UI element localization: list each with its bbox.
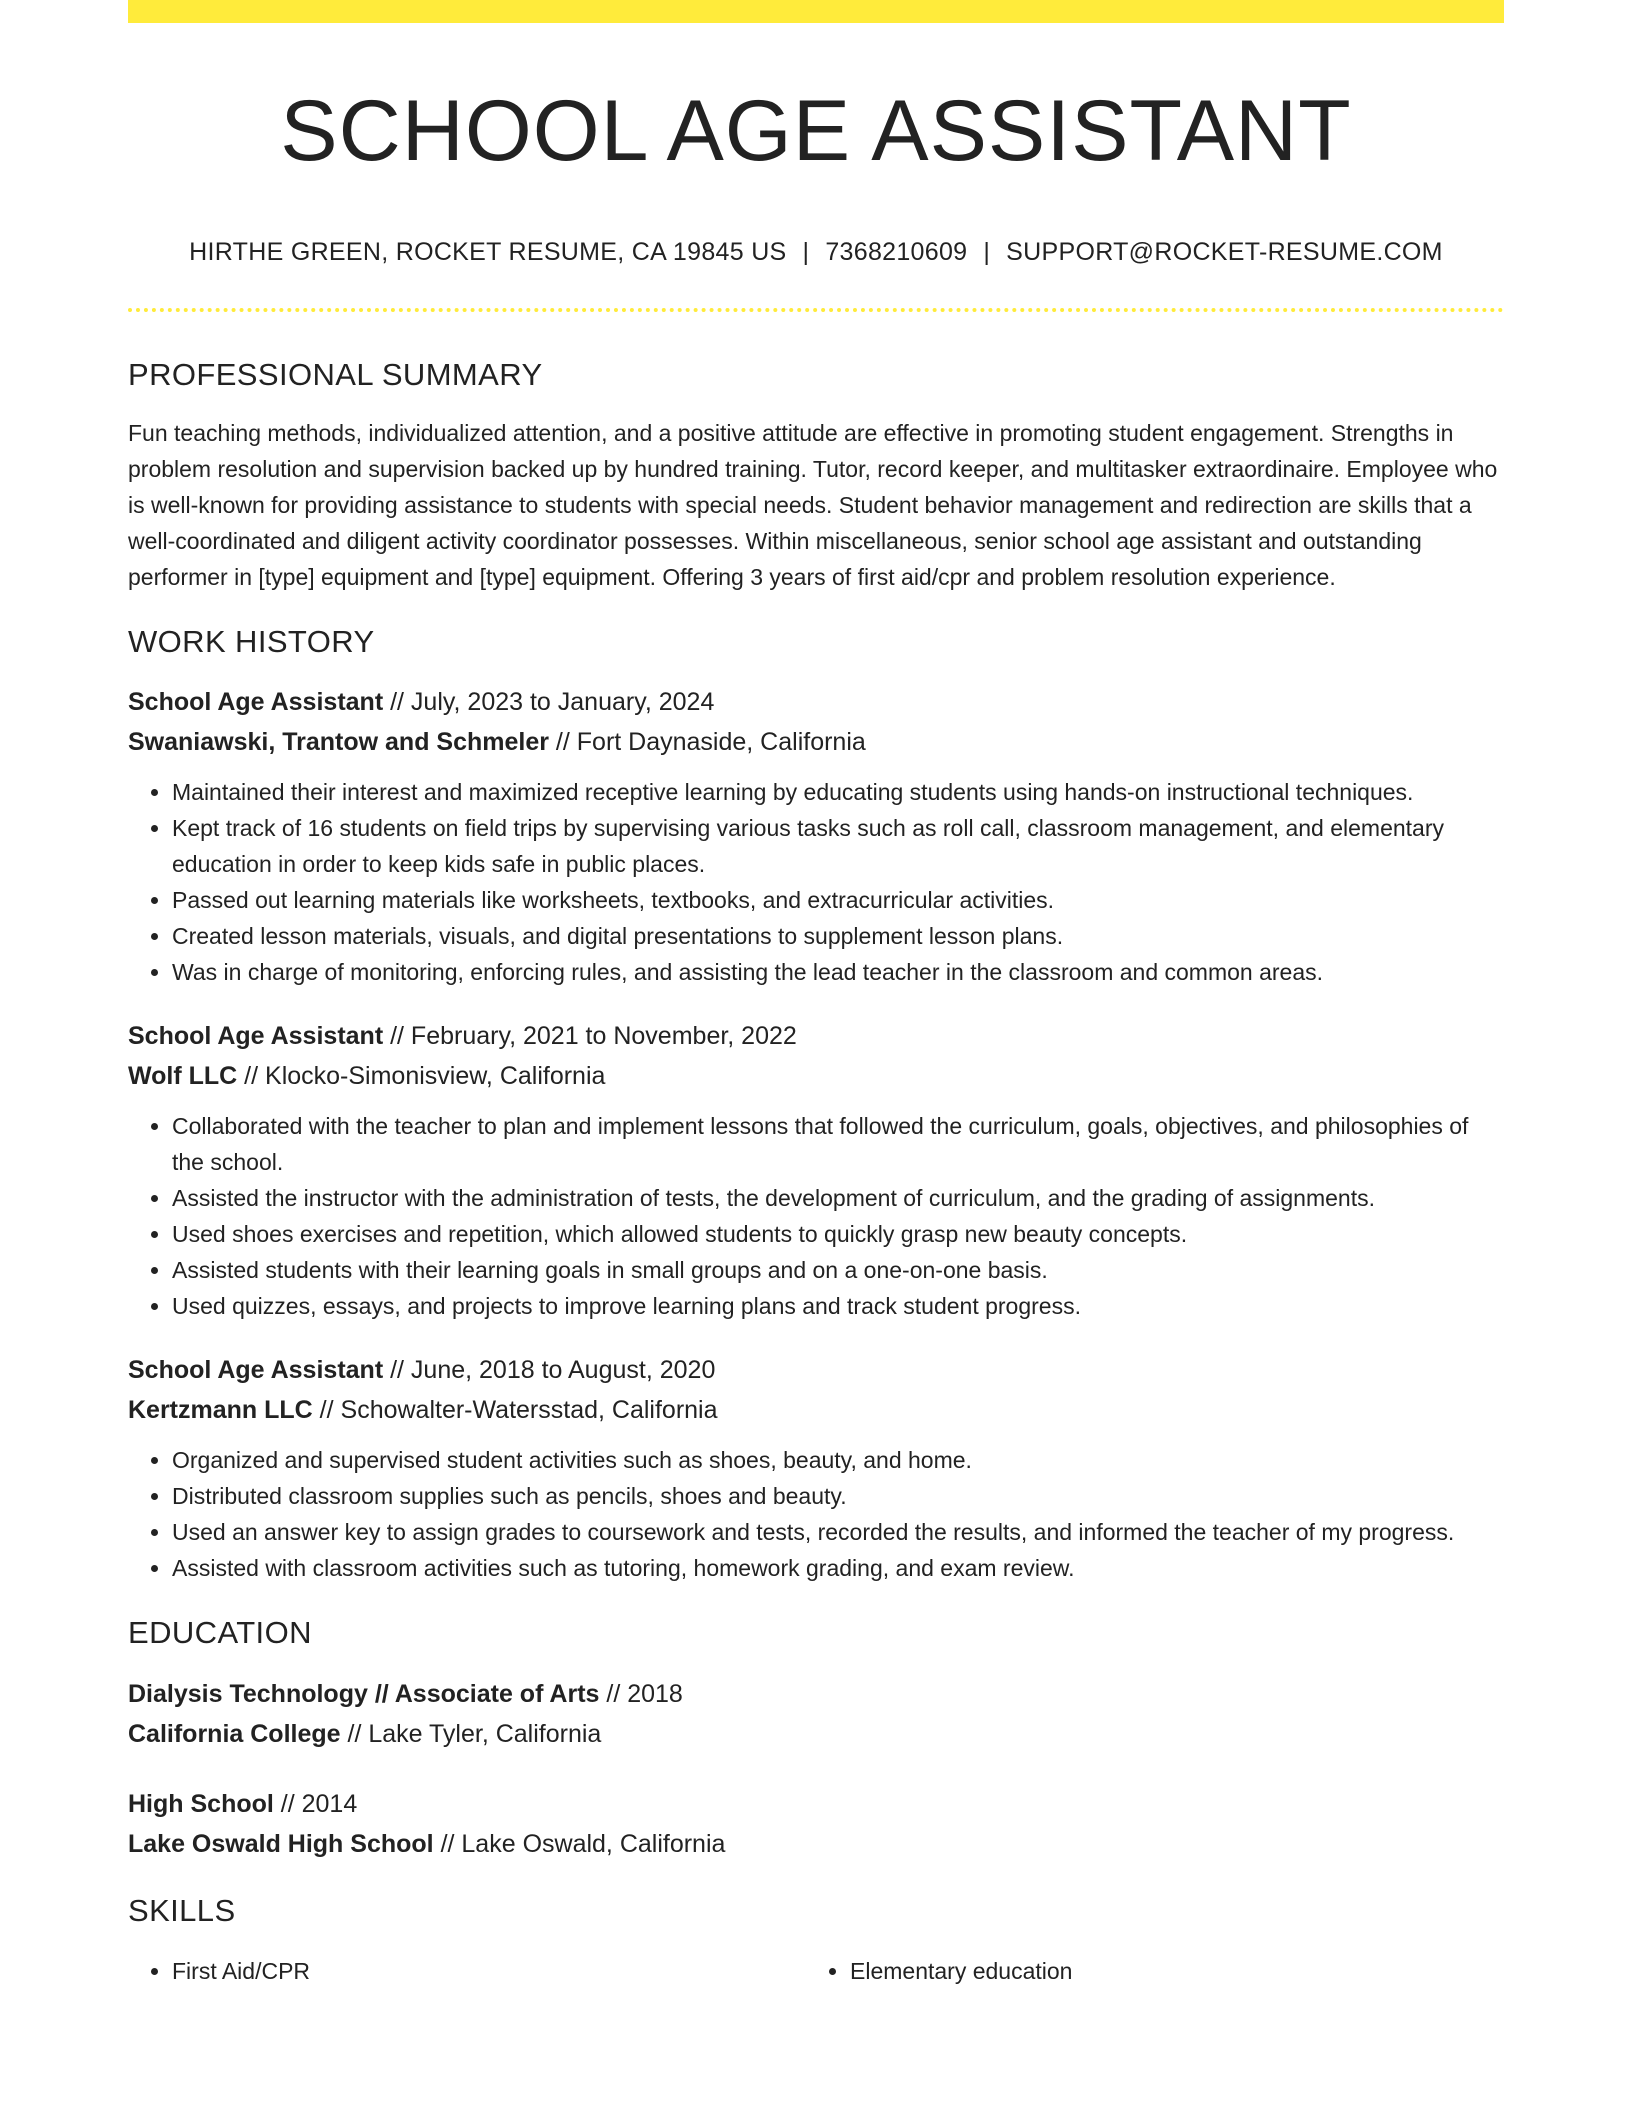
education-school-line xyxy=(128,1714,1504,1754)
job-company: Kertzmann LLC xyxy=(128,1396,313,1425)
job-bullet: • Passed out learning materials like worksheets, textbooks, and extracurricular activities. xyxy=(172,882,1504,918)
job-location: // Klocko-Simonisview, California xyxy=(237,1062,606,1091)
job-bullet: • Organized and supervised student activities such as shoes, beauty, and home. xyxy=(172,1442,1504,1478)
accent-top-bar xyxy=(128,0,1504,23)
job-entry xyxy=(128,1350,1504,1586)
job-bullet: • Assisted with classroom activities such as tutoring, homework grading, and exam review. xyxy=(172,1550,1504,1586)
education-heading: EDUCATION xyxy=(128,1615,312,1651)
job-bullet: • Used an answer key to assign grades to coursework and tests, recorded the results, and informed the teacher of my progress. xyxy=(172,1514,1504,1550)
job-bullet: • Collaborated with the teacher to plan and implement lessons that followed the curriculum, goals, objectives, and philosophies of the school. xyxy=(172,1108,1504,1180)
job-title-line xyxy=(128,1350,1504,1390)
job-entry xyxy=(128,682,1504,990)
education-location: // Lake Oswald, California xyxy=(433,1829,726,1858)
job-bullet: • Assisted the instructor with the administration of tests, the development of curriculum, and the grading of assignments. xyxy=(172,1180,1504,1216)
education-school: Lake Oswald High School xyxy=(128,1829,434,1858)
education-degree: High School xyxy=(128,1789,274,1818)
education-location: // Lake Tyler, California xyxy=(340,1719,602,1748)
skills-heading: SKILLS xyxy=(128,1892,236,1928)
education-degree-line xyxy=(128,1674,1504,1714)
job-bullets xyxy=(128,774,1504,990)
education-school-line xyxy=(128,1824,1504,1864)
contact-address: HIRTHE GREEN, ROCKET RESUME, CA 19845 US xyxy=(189,238,787,266)
dotted-divider xyxy=(128,308,1504,312)
job-company-line xyxy=(128,1390,1504,1430)
job-bullet: • Created lesson materials, visuals, and digital presentations to supplement lesson plans. xyxy=(172,918,1504,954)
job-title: School Age Assistant xyxy=(128,688,384,717)
job-bullet: • Assisted students with their learning goals in small groups and on a one-on-one basis. xyxy=(172,1252,1504,1288)
summary-heading: PROFESSIONAL SUMMARY xyxy=(128,357,543,392)
skills-column-right xyxy=(806,1953,1484,1989)
education-entry xyxy=(128,1674,1504,1754)
work-history-heading: WORK HISTORY xyxy=(128,624,375,660)
education-year: // 2018 xyxy=(599,1679,683,1708)
job-dates: // July, 2023 to January, 2024 xyxy=(383,688,715,717)
contact-separator: | xyxy=(802,238,810,266)
job-company-line xyxy=(128,1056,1504,1096)
education-year: // 2014 xyxy=(273,1789,358,1818)
contact-email: SUPPORT@ROCKET-RESUME.COM xyxy=(1006,238,1443,266)
job-title: School Age Assistant xyxy=(128,1022,384,1051)
skills-column-left xyxy=(128,1953,806,1989)
job-company: Wolf LLC xyxy=(128,1062,238,1091)
job-dates: // June, 2018 to August, 2020 xyxy=(383,1356,716,1385)
job-title: School Age Assistant xyxy=(128,1356,384,1385)
resume-page xyxy=(128,0,1504,1989)
skills-grid xyxy=(128,1953,1504,1989)
contact-separator: | xyxy=(983,238,991,266)
skill-item: • Elementary education xyxy=(850,1953,1484,1989)
job-company: Swaniawski, Trantow and Schmeler xyxy=(128,728,549,757)
summary-text: Fun teaching methods, individualized attention, and a positive attitude are effective in promoting student engagement. Strengths in problem resolution and supervision backed up by hundred training. Tutor, record keeper, and multitasker extraordinaire. Employee who is well-known for providing assistance to students with special needs. Student behavior management and redirection are skills that a well-coordinated and diligent activity coordinator possesses. Within miscellaneous, senior school age assistant and outstanding performer in [type] equipment and [type] equipment. Offering 3 years of first aid/cpr and problem resolution experience. xyxy=(128,420,1498,591)
education-entry xyxy=(128,1784,1504,1864)
job-title-line xyxy=(128,1016,1504,1056)
job-bullet: • Used shoes exercises and repetition, which allowed students to quickly grasp new beauty concepts. xyxy=(172,1216,1504,1252)
job-title-line xyxy=(128,682,1504,722)
job-bullet: • Used quizzes, essays, and projects to improve learning plans and track student progress. xyxy=(172,1288,1504,1324)
education-degree: Dialysis Technology // Associate of Arts xyxy=(128,1679,600,1708)
job-bullet: • Maintained their interest and maximized receptive learning by educating students using hands-on instructional techniques. xyxy=(172,774,1504,810)
contact-line xyxy=(128,238,1504,267)
resume-title: SCHOOL AGE ASSISTANT xyxy=(280,83,1352,179)
job-bullet: • Kept track of 16 students on field trips by supervising various tasks such as roll call, classroom management, and elementary education in order to keep kids safe in public places. xyxy=(172,810,1504,882)
contact-phone: 7368210609 xyxy=(825,238,968,266)
job-bullet: • Was in charge of monitoring, enforcing rules, and assisting the lead teacher in the classroom and common areas. xyxy=(172,954,1504,990)
education-degree-line xyxy=(128,1784,1504,1824)
job-entry xyxy=(128,1016,1504,1324)
job-company-line xyxy=(128,722,1504,762)
job-dates: // February, 2021 to November, 2022 xyxy=(383,1022,797,1051)
education-school: California College xyxy=(128,1719,341,1748)
job-bullets xyxy=(128,1108,1504,1324)
skill-item: • First Aid/CPR xyxy=(172,1953,806,1989)
job-location: // Fort Daynaside, California xyxy=(548,728,866,757)
job-location: // Schowalter-Watersstad, California xyxy=(312,1396,718,1425)
job-bullets xyxy=(128,1442,1504,1586)
job-bullet: • Distributed classroom supplies such as pencils, shoes and beauty. xyxy=(172,1478,1504,1514)
